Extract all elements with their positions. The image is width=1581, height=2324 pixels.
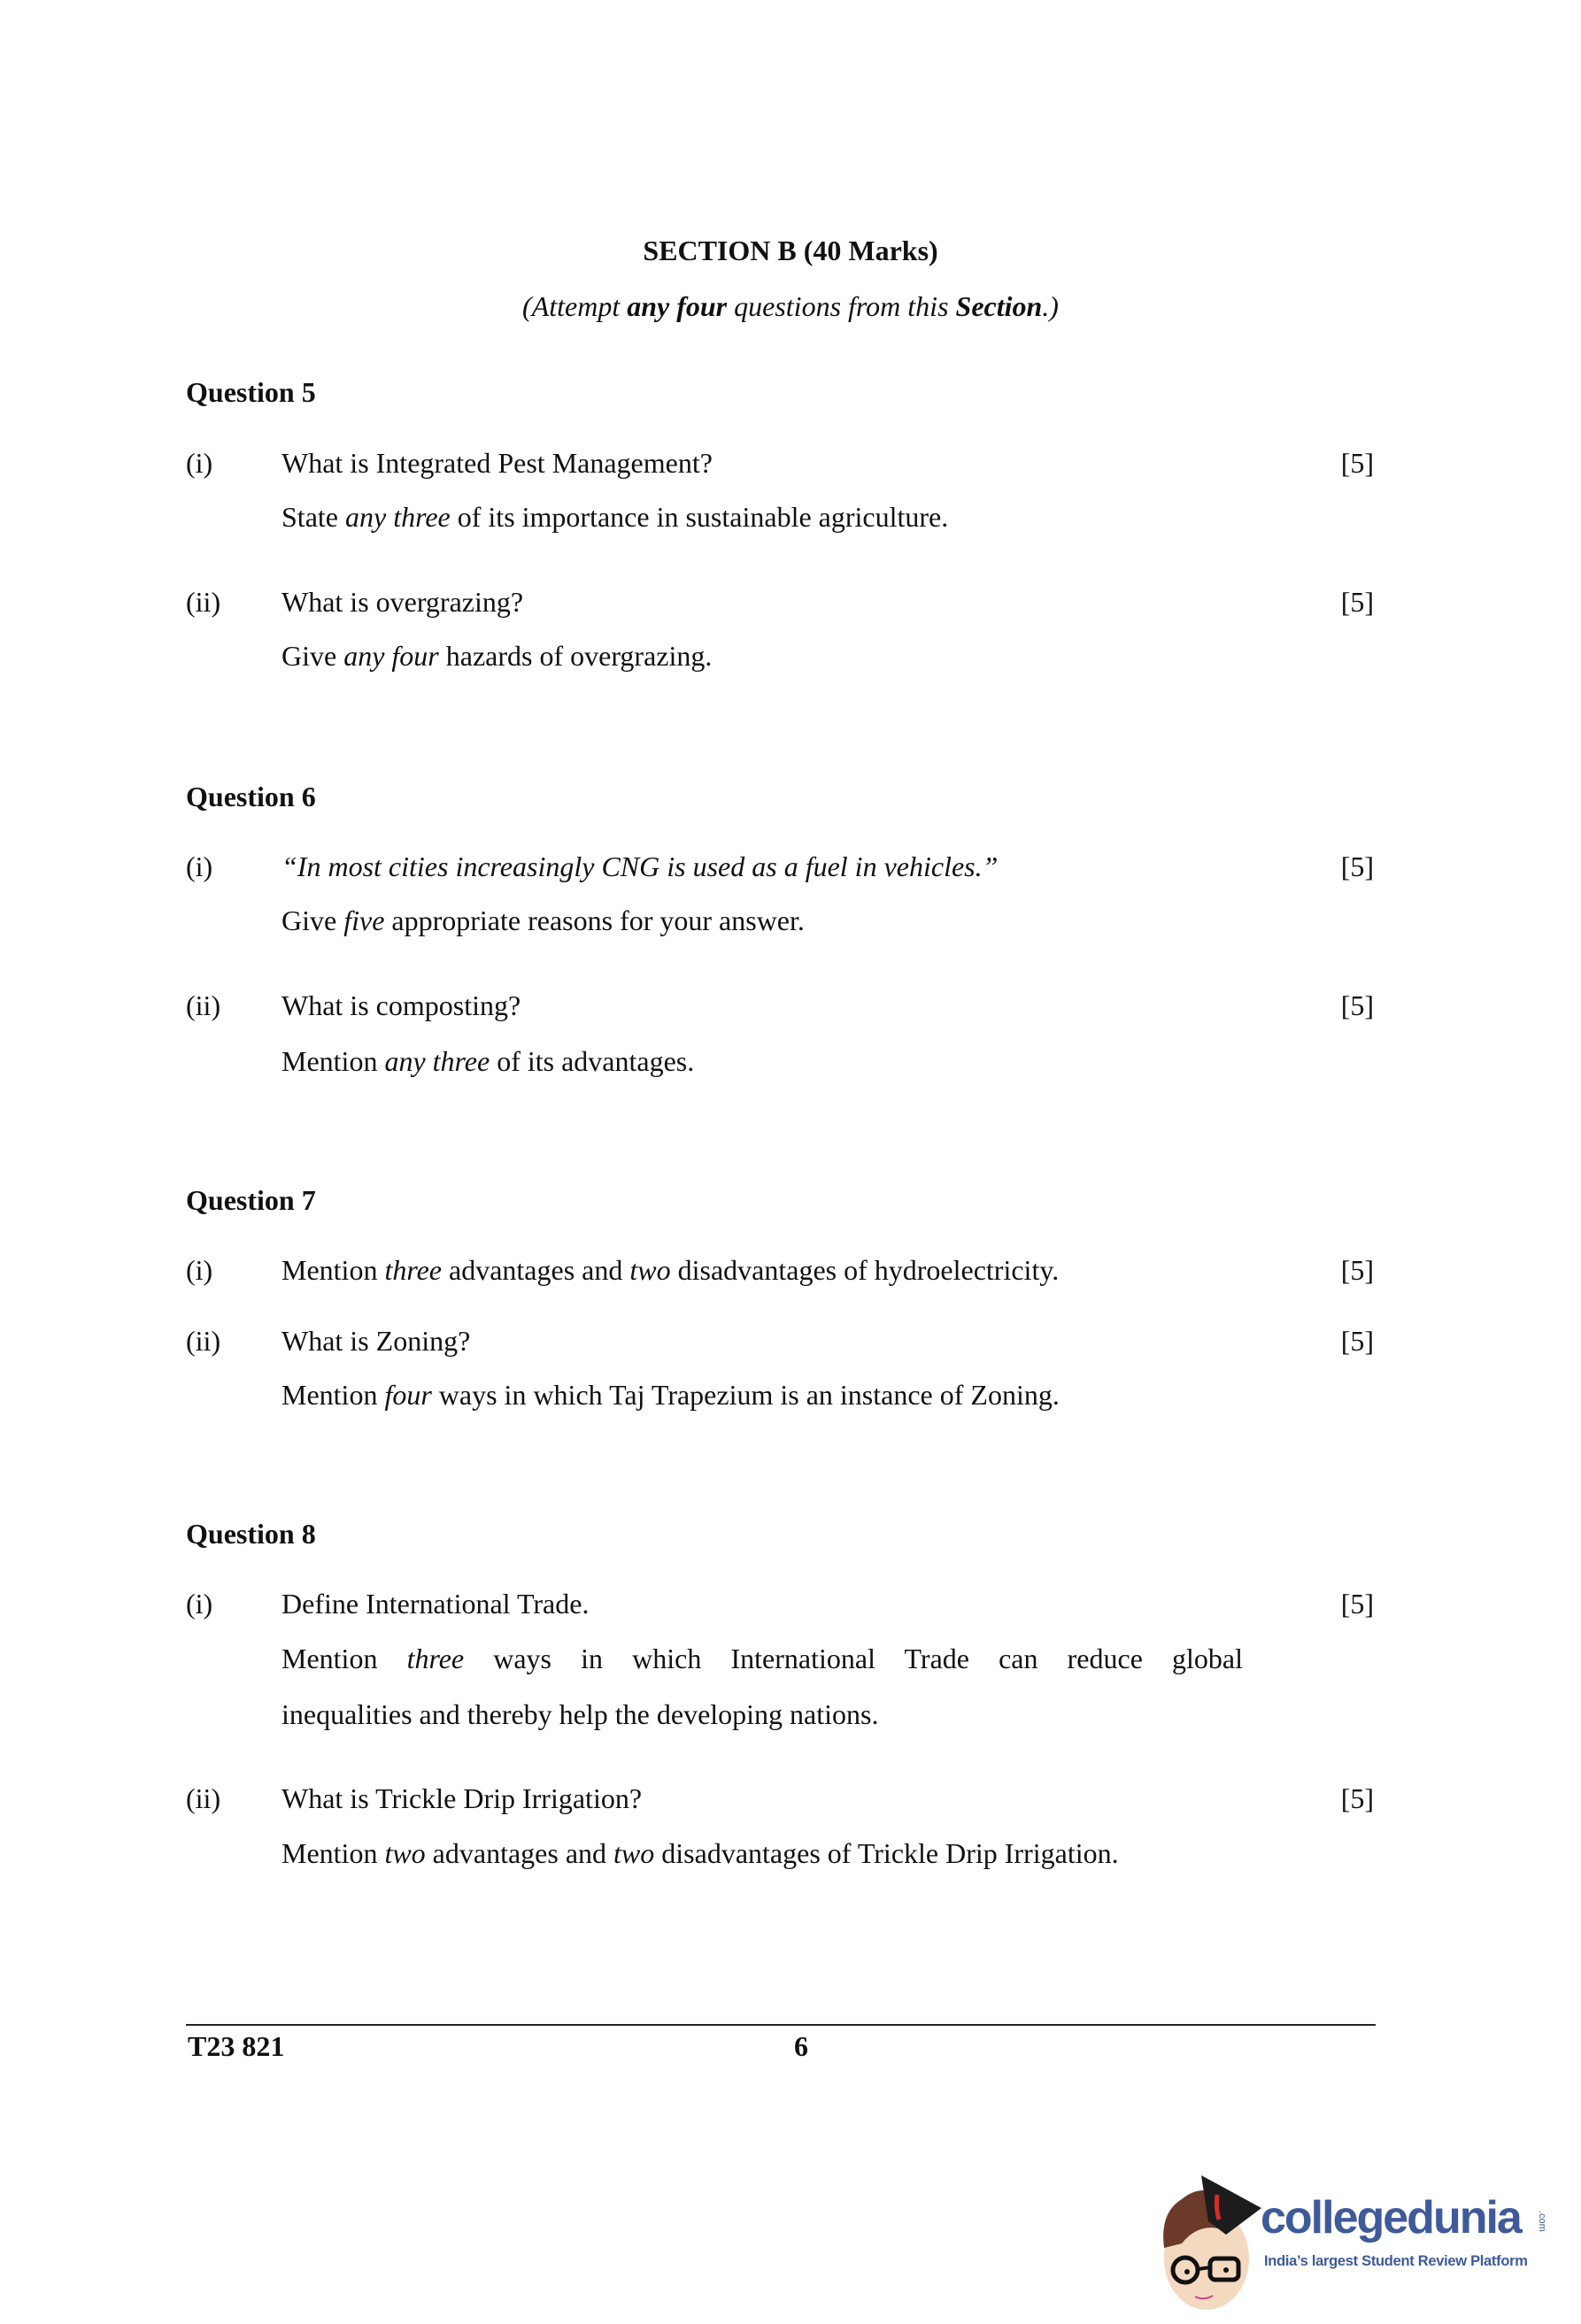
question-line xyxy=(281,1641,1243,1676)
marks-label: [5] xyxy=(1340,989,1374,1021)
marks-label: [5] xyxy=(1340,1254,1374,1286)
text-segment: Mention xyxy=(281,1254,385,1286)
text-segment: ways in which Taj Trapezium is an instance of Zoning. xyxy=(431,1379,1060,1411)
emphasis-text: five xyxy=(343,904,385,936)
part-number: (ii) xyxy=(186,989,221,1021)
question-line xyxy=(281,1323,470,1358)
text-segment: ways in which International Trade can reduce global xyxy=(464,1643,1244,1674)
emphasis-text: Section xyxy=(955,290,1043,322)
part-number: (i) xyxy=(186,447,213,479)
question-line xyxy=(281,849,998,884)
question-heading: Question 5 xyxy=(186,376,316,408)
text-segment: What is overgrazing? xyxy=(281,586,524,618)
text-segment: advantages and xyxy=(442,1254,630,1286)
marks-label: [5] xyxy=(1340,1782,1374,1814)
emphasis-text: three xyxy=(384,1254,442,1286)
emphasis-text: any four xyxy=(627,290,728,322)
emphasis-text: two xyxy=(629,1254,671,1286)
question-line xyxy=(281,1043,694,1079)
student-mascot-icon xyxy=(1155,2159,1270,2319)
text-segment: What is Trickle Drip Irrigation? xyxy=(281,1782,643,1814)
logo-suffix: .com xyxy=(1537,2211,1547,2232)
question-line xyxy=(281,1586,589,1621)
text-segment: disadvantages of hydroelectricity. xyxy=(670,1254,1060,1286)
page-number: 6 xyxy=(794,2030,808,2062)
text-segment: disadvantages of Trickle Drip Irrigation. xyxy=(654,1837,1119,1869)
paper-code: T23 821 xyxy=(188,2030,285,2062)
question-line xyxy=(281,584,523,619)
section-title: SECTION B (40 Marks) xyxy=(643,235,938,266)
question-line xyxy=(281,903,805,938)
logo-wordmark: collegedunia xyxy=(1261,2192,1521,2243)
emphasis-text: (Attempt xyxy=(522,290,628,322)
part-number: (i) xyxy=(186,850,213,882)
text-segment: hazards of overgrazing. xyxy=(438,640,713,672)
part-number: (i) xyxy=(186,1254,213,1286)
question-line xyxy=(281,638,712,673)
question-heading: Question 6 xyxy=(186,781,316,812)
question-line xyxy=(281,1697,878,1732)
question-line xyxy=(281,445,713,481)
emphasis-text: any four xyxy=(343,640,439,672)
part-number: (ii) xyxy=(186,586,221,618)
question-line xyxy=(281,1835,1119,1871)
emphasis-text: four xyxy=(384,1379,432,1411)
question-line xyxy=(281,1252,1059,1288)
logo-tagline: India’s largest Student Review Platform xyxy=(1264,2253,1528,2269)
emphasis-text: “In most cities increasingly CNG is used as a fuel in vehicles.” xyxy=(281,850,999,882)
marks-label: [5] xyxy=(1340,586,1374,618)
emphasis-text: any three xyxy=(344,501,451,533)
text-segment: Give xyxy=(281,904,344,936)
text-segment: What is Zoning? xyxy=(281,1325,471,1357)
part-number: (i) xyxy=(186,1588,213,1620)
question-line xyxy=(281,1781,642,1816)
text-segment: of its importance in sustainable agriculture. xyxy=(450,501,949,533)
marks-label: [5] xyxy=(1340,447,1374,479)
marks-label: [5] xyxy=(1340,1588,1374,1620)
part-number: (ii) xyxy=(186,1325,221,1357)
text-segment: inequalities and thereby help the developing nations. xyxy=(281,1698,879,1730)
emphasis-text: questions from this xyxy=(727,290,956,322)
text-segment: Define International Trade. xyxy=(281,1588,590,1620)
emphasis-text: two xyxy=(613,1837,655,1869)
question-heading: Question 8 xyxy=(186,1518,316,1550)
text-segment: What is composting? xyxy=(281,989,521,1021)
marks-label: [5] xyxy=(1340,850,1374,882)
text-segment: Mention xyxy=(281,1045,385,1077)
text-segment: Mention xyxy=(281,1643,407,1674)
part-number: (ii) xyxy=(186,1782,221,1814)
question-line xyxy=(281,1377,1060,1412)
question-line xyxy=(281,988,521,1023)
text-segment: appropriate reasons for your answer. xyxy=(384,904,805,936)
text-segment: What is Integrated Pest Management? xyxy=(281,447,713,479)
section-instruction xyxy=(0,289,1581,324)
question-line xyxy=(281,499,948,535)
marks-label: [5] xyxy=(1340,1325,1374,1357)
emphasis-text: three xyxy=(406,1643,465,1674)
emphasis-text: any three xyxy=(384,1045,490,1077)
text-segment: Mention xyxy=(281,1837,385,1869)
emphasis-text: two xyxy=(384,1837,426,1869)
text-segment: Mention xyxy=(281,1379,385,1411)
footer-divider xyxy=(186,2024,1376,2026)
text-segment: advantages and xyxy=(425,1837,614,1869)
text-segment: of its advantages. xyxy=(490,1045,695,1077)
emphasis-text: .) xyxy=(1042,290,1059,322)
question-heading: Question 7 xyxy=(186,1184,316,1216)
text-segment: Give xyxy=(281,640,344,672)
text-segment: State xyxy=(281,501,345,533)
